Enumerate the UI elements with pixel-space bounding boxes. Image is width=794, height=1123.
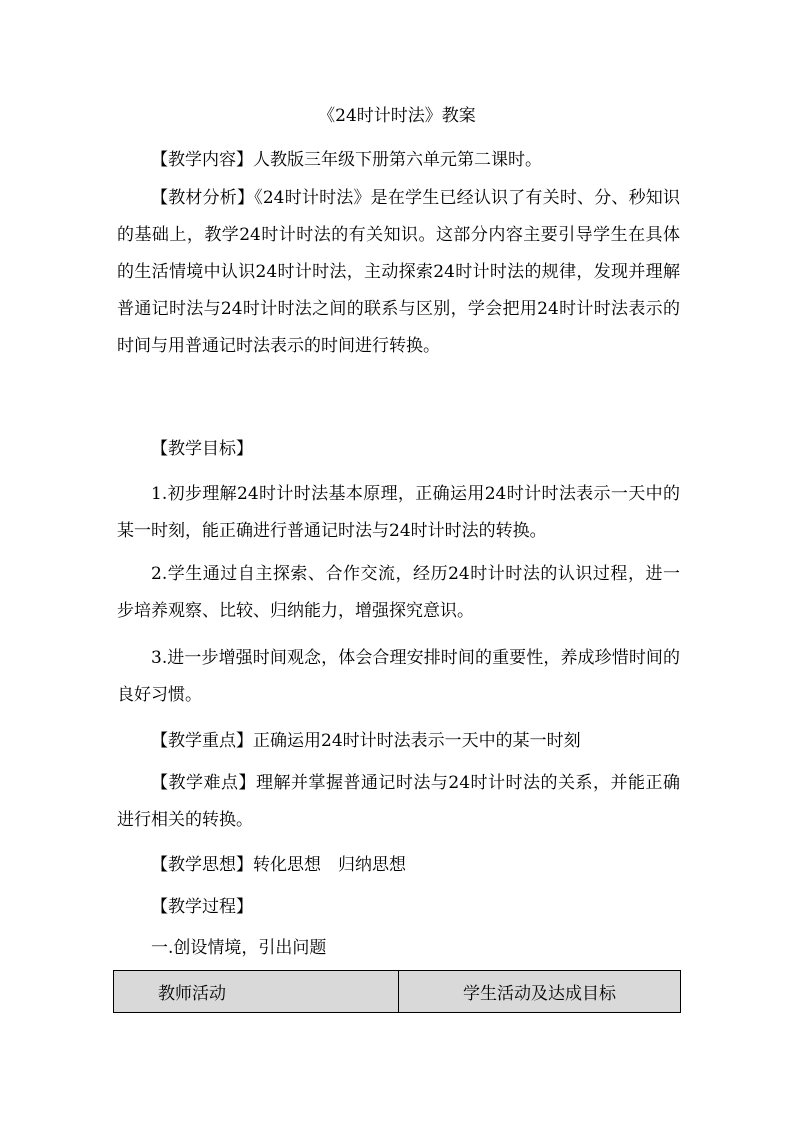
header-teacher-activity: 教师活动 <box>114 971 399 1013</box>
process-heading: 【教学过程】 <box>151 897 253 917</box>
teaching-content: 【教学内容】人教版三年级下册第六单元第二课时。 <box>151 150 542 170</box>
key-point: 【教学重点】正确运用24时计时法表示一天中的某一时刻 <box>151 731 581 751</box>
section-one-heading: 一.创设情境，引出问题 <box>151 938 327 958</box>
teaching-thinking: 【教学思想】转化思想 归纳思想 <box>151 855 406 875</box>
difficulty: 【教学难点】理解并掌握普通记时法与24时计时法的关系，并能正确进行相关的转换。 <box>117 773 680 830</box>
goal-item-2: 2.学生通过自主探索、合作交流，经历24时计时法的认识过程，进一步培养观察、比较、归纳能力，增强探究意识。 <box>117 564 680 621</box>
activity-table <box>113 970 681 1013</box>
goal-item-1: 1.初步理解24时计时法基本原理，正确运用24时计时法表示一天中的某一时刻，能正确进行普通记时法与24时计时法的转换。 <box>117 484 680 541</box>
header-student-activity: 学生活动及达成目标 <box>399 971 681 1013</box>
document-title: 《24时计时法》教案 <box>318 106 476 126</box>
table-header-row <box>114 971 681 1013</box>
material-analysis: 【教材分析】《24时计时法》是在学生已经认识了有关时、分、秒知识的基础上，教学24时计时法的有关知识。这部分内容主要引导学生在具体的生活情境中认识24时计时法，主动探索24时计时法的规律，发现并理解普通记时法与24时计时法之间的联系与区别，学会把用24时计时法表示的时间与用普通记时法表示的时间进行转换。 <box>117 188 680 356</box>
goal-item-3: 3.进一步增强时间观念，体会合理安排时间的重要性，养成珍惜时间的良好习惯。 <box>117 648 680 705</box>
goals-heading: 【教学目标】 <box>151 439 253 459</box>
